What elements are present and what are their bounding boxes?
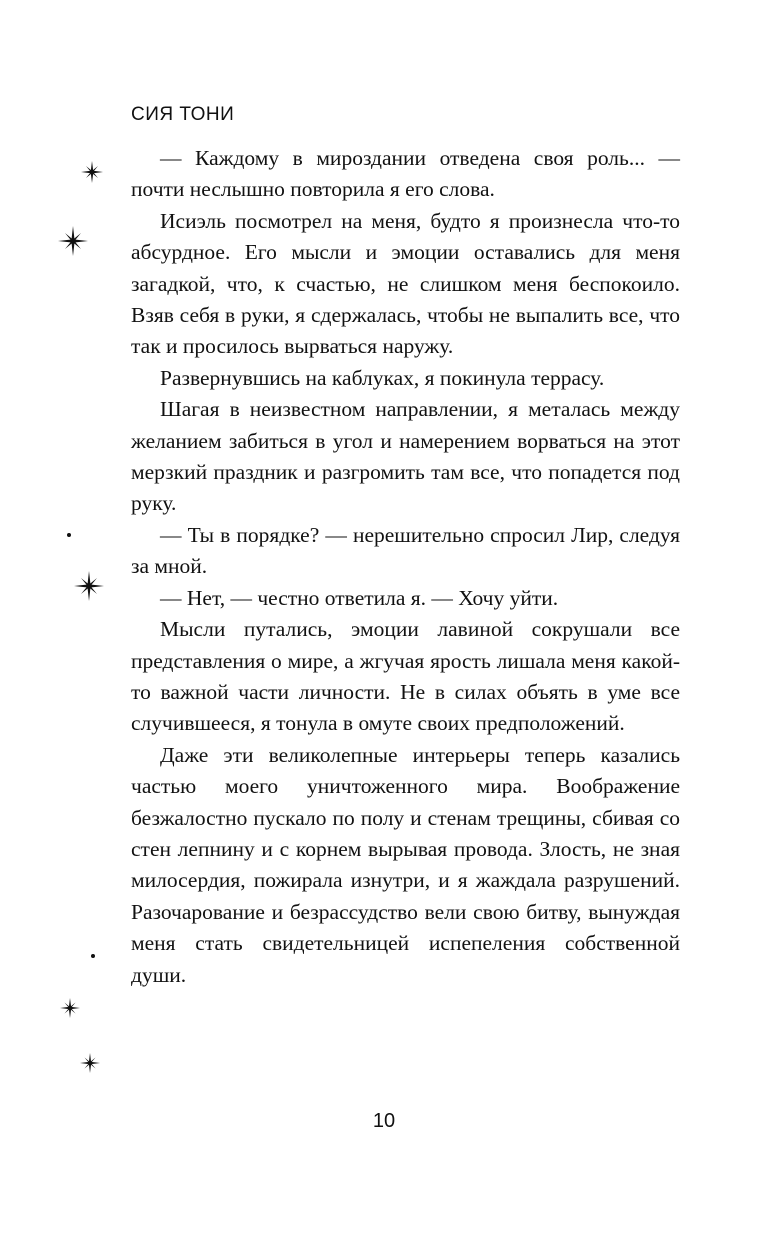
- sparkle-icon: [79, 1052, 101, 1074]
- paragraph: — Каждому в мироздании отведена своя роль... — почти неслышно повторила я его слова.: [131, 146, 680, 202]
- sparkle-icon: [57, 225, 89, 257]
- body-text: [131, 143, 680, 991]
- sparkle-icon: [59, 997, 81, 1019]
- paragraph: Шагая в неизвестном направлении, я металась между желанием забиться в угол и намерением ворваться на этот мерзкий праздник и разгромить там все, что попадется под руку.: [131, 397, 680, 516]
- dot-icon: [67, 533, 71, 537]
- paragraph: Мысли путались, эмоции лавиной сокрушали все представления о мире, а жгучая ярость лишала меня какой-то важной части личности. Не в силах объять в уме все случившееся, я тонула в омуте своих предположений.: [131, 617, 680, 736]
- paragraph: — Ты в порядке? — нерешительно спросил Лир, следуя за мной.: [131, 522, 680, 579]
- paragraph: Даже эти великолепные интерьеры теперь казались частью моего уничтоженного мира. Воображение безжалостно пускало по полу и стенам трещины, сбивая со стен лепнину и с корнем вырывая провода. Злость, не зная милосердия, пожирала изнутри, и я жаждала разрушений. Разочарование и безрассудство вели свою битву, вынуждая меня стать свидетельницей испепеления собственной души.: [131, 742, 680, 987]
- page-number: 10: [372, 1110, 396, 1132]
- sparkle-icon: [80, 160, 104, 184]
- paragraph: Развернувшись на каблуках, я покинула террасу.: [160, 365, 605, 390]
- sparkle-icon: [73, 570, 105, 602]
- dot-icon: [91, 954, 95, 958]
- paragraph: Исиэль посмотрел на меня, будто я произнесла что-то абсурдное. Его мысли и эмоции оставались для меня загадкой, что, к счастью, не слишком меня беспокоило. Взяв себя в руки, я сдержалась, чтобы не выпалить все, что так и просилось вырваться наружу.: [131, 208, 680, 359]
- running-head-author: СИЯ ТОНИ: [131, 104, 235, 125]
- paragraph: — Нет, — честно ответила я. — Хочу уйти.: [160, 585, 559, 610]
